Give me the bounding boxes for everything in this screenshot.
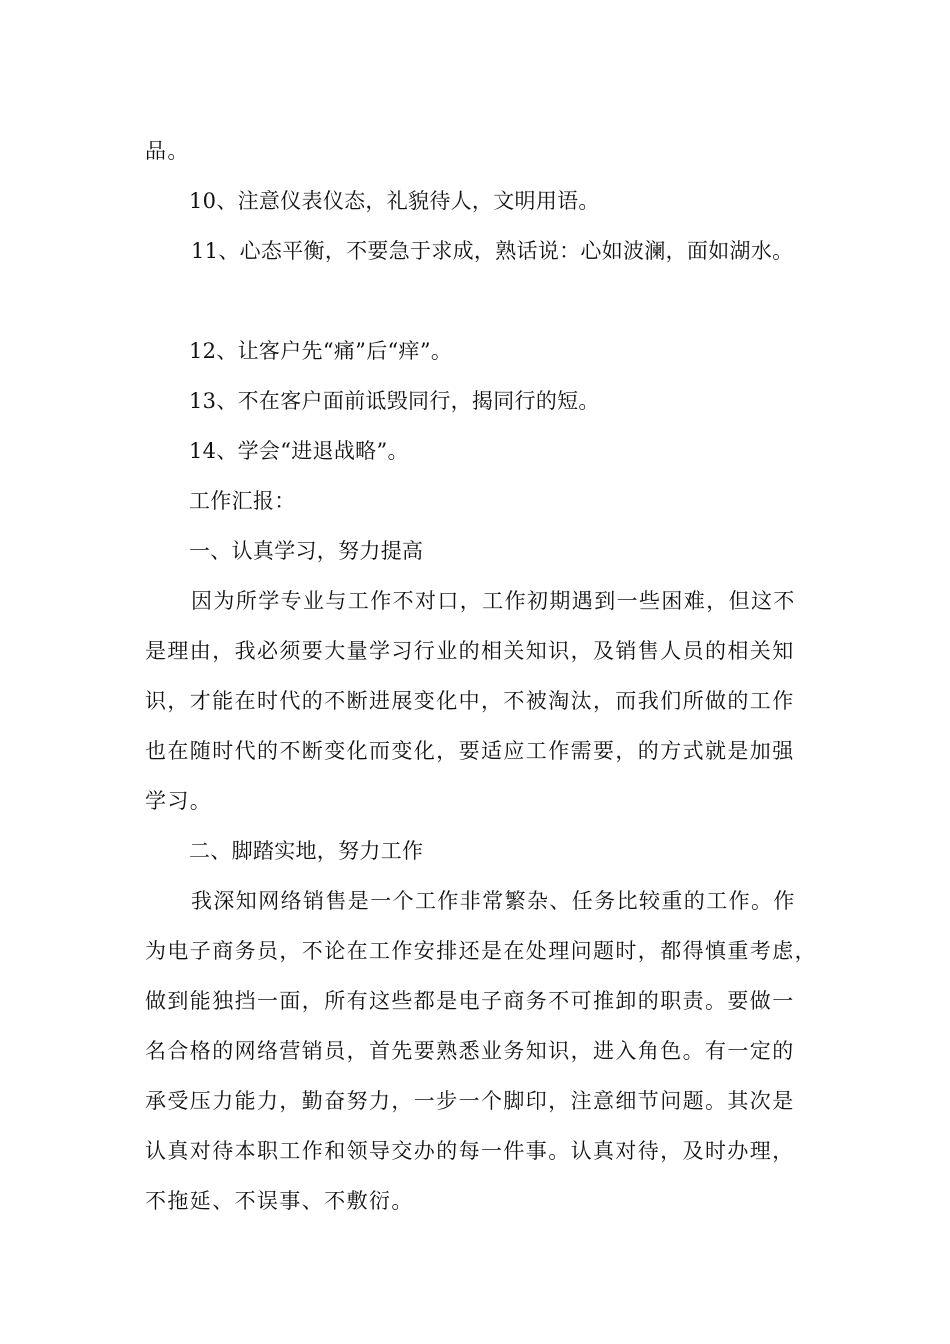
paragraph-line: 不拖延、不误事、不敷衍。 — [145, 1189, 414, 1213]
paragraph-line: 也在随时代的不断变化而变化，要适应工作需要，的方式就是加强 — [145, 739, 795, 763]
paragraph-line: 名合格的网络营销员，首先要熟悉业务知识，进入角色。有一定的 — [145, 1039, 795, 1063]
paragraph-line: 认真对待本职工作和领导交办的每一件事。认真对待，及时办理， — [145, 1139, 795, 1163]
list-item: 10、注意仪表仪态，礼貌待人，文明用语。 — [189, 189, 600, 213]
section-heading: 二、脚踏实地，努力工作 — [189, 839, 424, 863]
paragraph-line: 学习。 — [145, 789, 213, 813]
text-line: 品。 — [145, 139, 190, 163]
paragraph-line: 我深知网络销售是一个工作非常繁杂、任务比较重的工作。作 — [191, 889, 796, 913]
paragraph-line: 承受压力能力，勤奋努力，一步一个脚印，注意细节问题。其次是 — [145, 1089, 795, 1113]
paragraph-line: 是理由，我必须要大量学习行业的相关知识，及销售人员的相关知 — [145, 639, 795, 663]
list-item: 13、不在客户面前诋毁同行，揭同行的短。 — [189, 389, 600, 413]
paragraph-line: 因为所学专业与工作不对口，工作初期遇到一些困难，但这不 — [191, 589, 796, 613]
paragraph-line: 为电子商务员，不论在工作安排还是在处理问题时，都得慎重考虑， — [145, 939, 817, 963]
section-heading: 一、认真学习，努力提高 — [189, 539, 424, 563]
list-item: 12、让客户先“痛”后“痒”。 — [189, 339, 453, 363]
list-item: 11、心态平衡，不要急于求成，熟话说：心如波澜，面如湖水。 — [191, 239, 794, 263]
section-heading: 工作汇报： — [189, 489, 296, 513]
paragraph-line: 做到能独挡一面，所有这些都是电子商务不可推卸的职责。要做一 — [145, 989, 795, 1013]
list-item: 14、学会“进退战略”。 — [189, 439, 409, 463]
paragraph-line: 识，才能在时代的不断进展变化中，不被淘汰，而我们所做的工作 — [145, 689, 795, 713]
